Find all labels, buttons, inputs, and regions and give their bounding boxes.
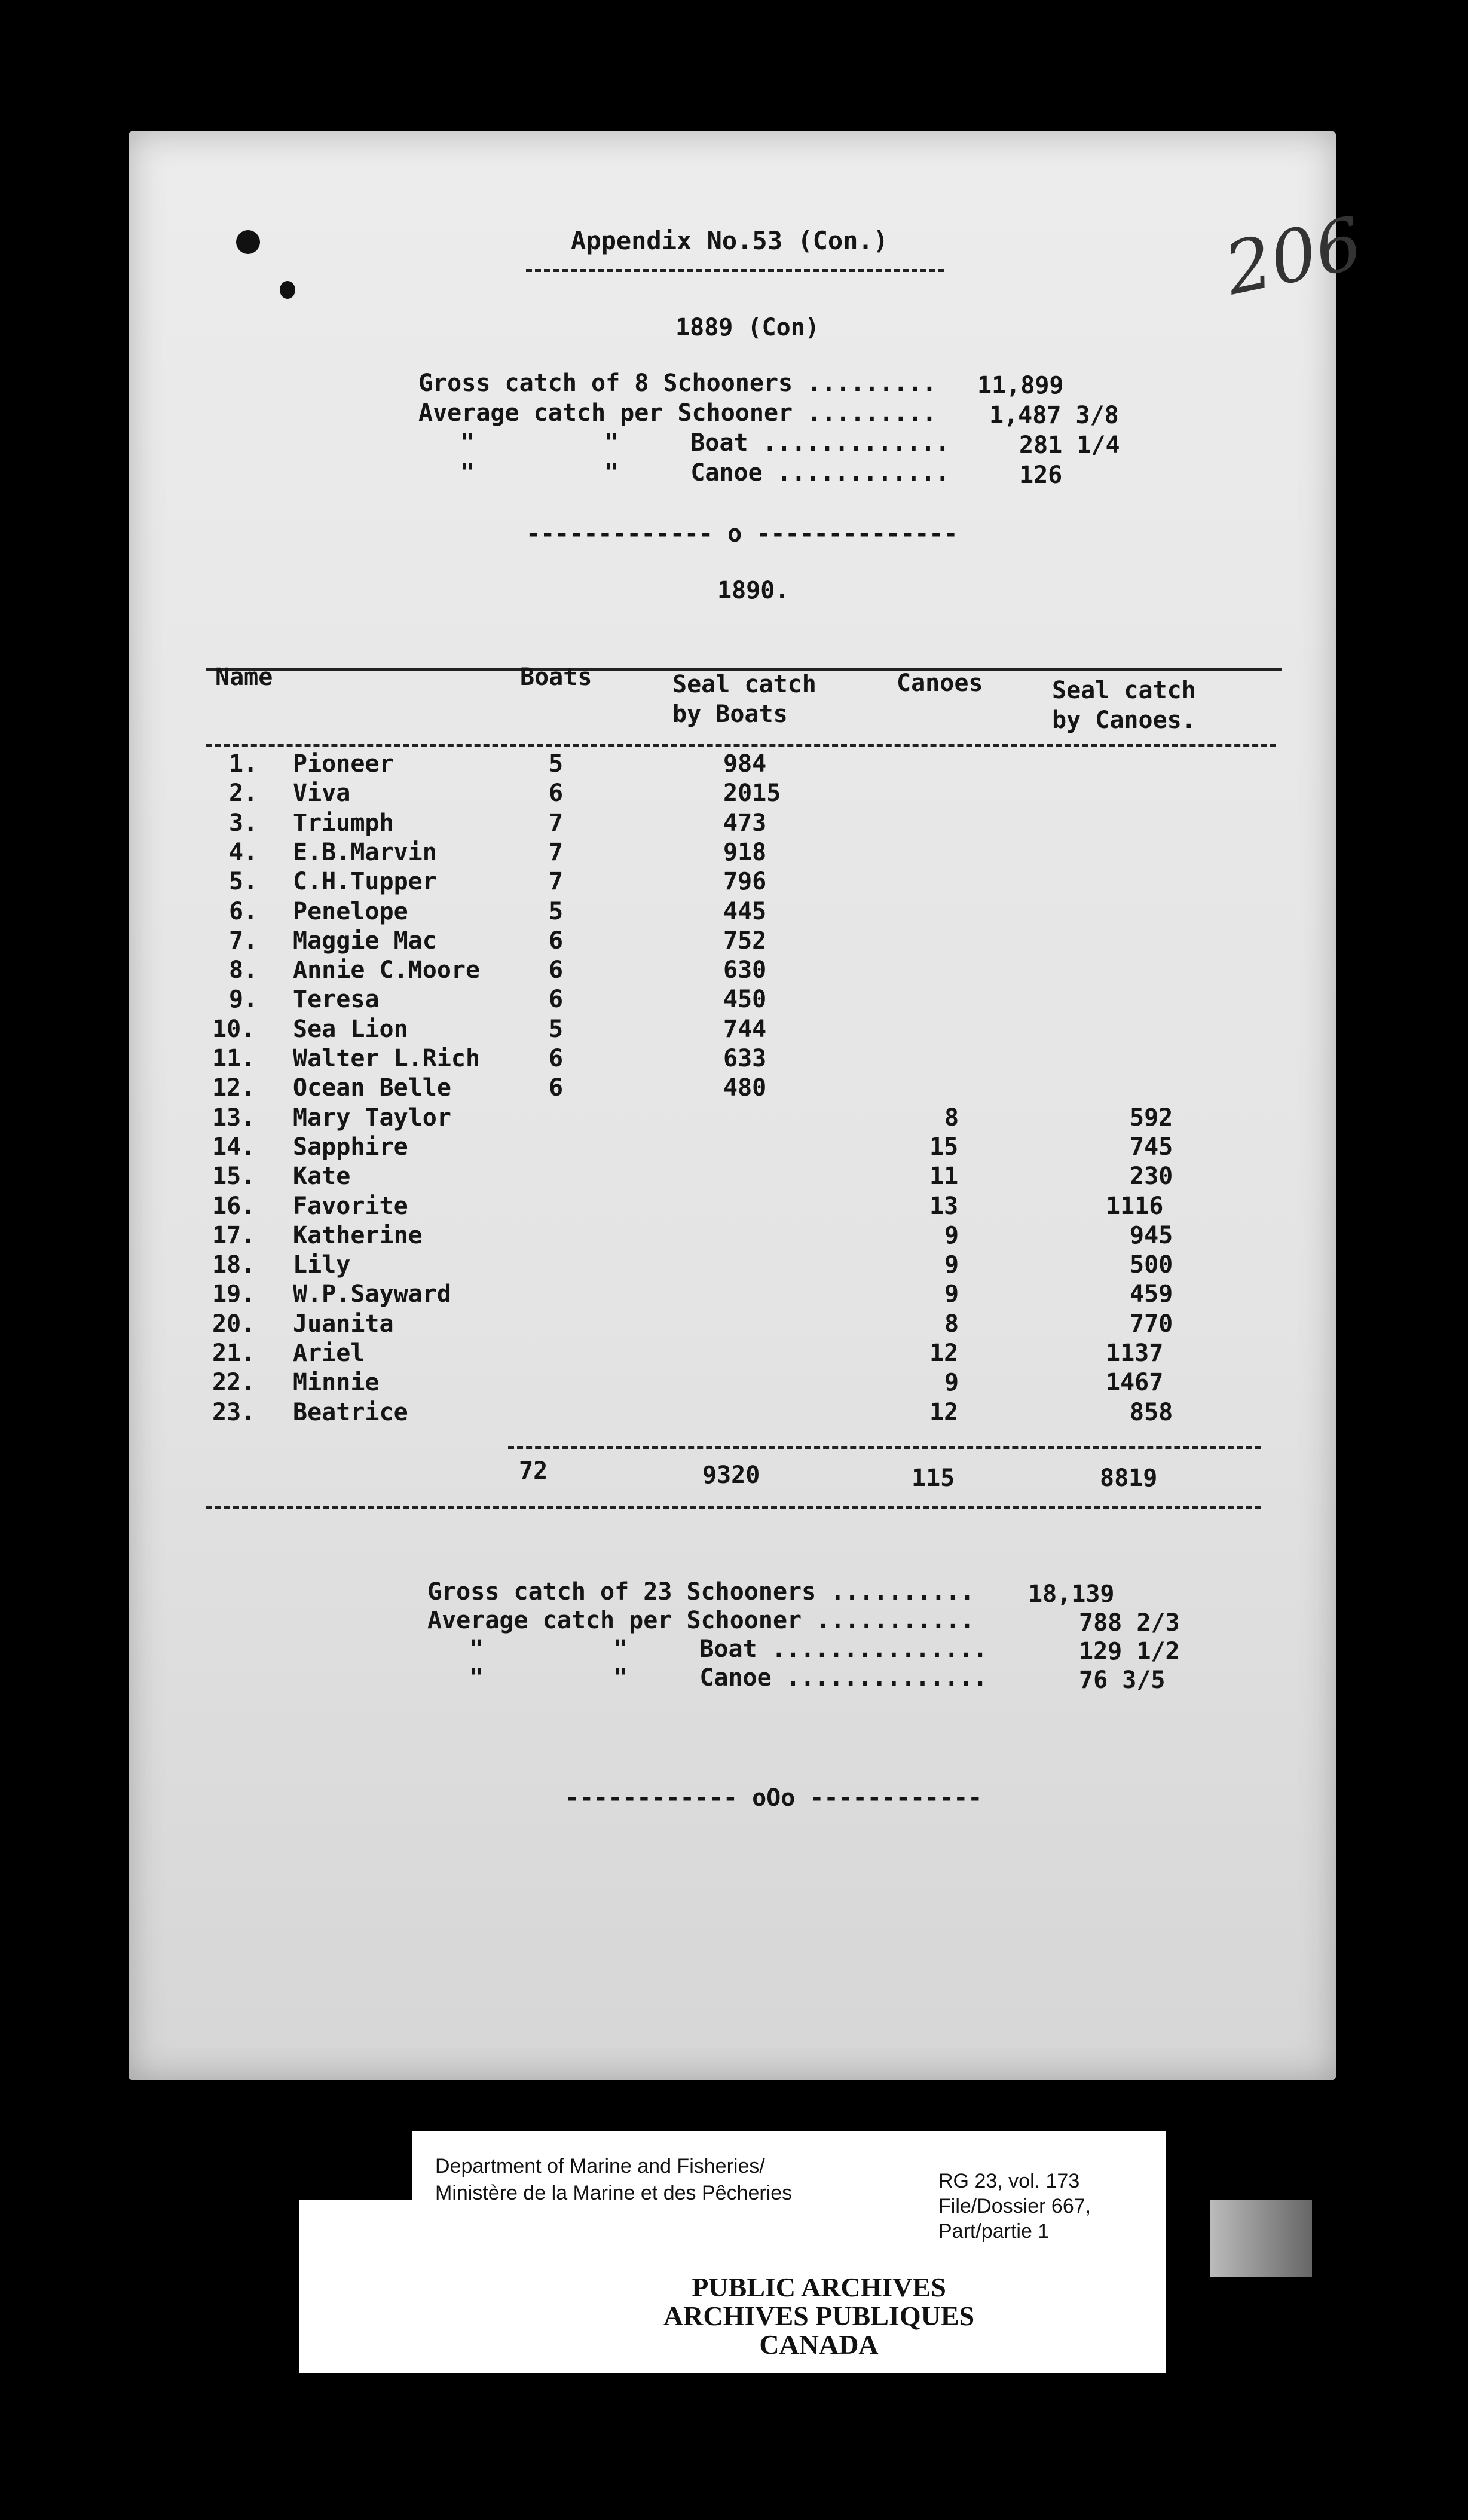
row-name: Sapphire [293,1133,408,1161]
row-canoe-catch: 592 [1130,1103,1173,1131]
row-number: 21. [212,1339,256,1367]
label-ref-file: File/Dossier 667, [938,2195,1091,2218]
row-number: 12. [212,1074,256,1102]
row-boat-catch: 2015 [723,779,781,808]
row-number: 11. [212,1045,256,1072]
row-boats: 6 [549,986,564,1014]
row-name: Katherine [293,1221,423,1249]
table-bottom-rule [206,1506,1261,1509]
summary-1889-value: 281 1/4 [1019,432,1120,459]
row-boat-catch: 752 [723,926,767,955]
row-canoe-catch: 1467 [1106,1369,1164,1397]
col-header-name: Name [215,663,273,691]
summary-1890-label: Gross catch of 23 Schooners .......... [427,1578,975,1605]
row-number: 3. [229,809,258,837]
row-name: Maggie Mac [293,926,437,955]
row-name: Walter L.Rich [293,1045,481,1072]
totals-rule [508,1446,1261,1449]
col-header-canoe-catch: Seal catch by Canoes. [1052,677,1196,734]
row-number: 17. [212,1221,256,1249]
row-boat-catch: 450 [723,986,767,1014]
ink-blot [280,281,295,299]
summary-1889-label: " " Boat ............. [460,429,950,457]
row-boats: 7 [549,838,564,866]
row-canoes: 9 [944,1369,959,1397]
row-canoes: 11 [929,1163,959,1191]
row-canoe-catch: 770 [1130,1310,1173,1338]
row-boat-catch: 480 [723,1074,767,1102]
row-name: W.P.Sayward [293,1280,451,1308]
row-name: Minnie [293,1369,380,1397]
row-name: Favorite [293,1192,408,1220]
row-name: Teresa [293,986,380,1014]
row-number: 19. [212,1280,256,1308]
row-canoe-catch: 1137 [1106,1339,1164,1367]
row-boats: 5 [549,897,564,925]
col-header-boats: Boats [520,663,592,691]
row-boat-catch: 796 [723,868,767,896]
row-canoe-catch: 459 [1130,1280,1173,1308]
row-boats: 7 [549,809,564,837]
row-number: 1. [229,750,258,778]
row-boat-catch: 918 [723,838,767,866]
row-name: C.H.Tupper [293,868,437,896]
summary-1889-value: 126 [1019,461,1063,489]
label-dept-en: Department of Marine and Fisheries/ [435,2155,765,2178]
row-name: Viva [293,779,351,808]
row-canoes: 8 [944,1310,959,1338]
row-name: Kate [293,1163,351,1191]
row-number: 15. [212,1163,256,1191]
row-number: 14. [212,1133,256,1161]
summary-1890-label: " " Canoe .............. [469,1664,987,1692]
row-name: Pioneer [293,750,394,778]
summary-1889-value: 1,487 3/8 [989,402,1119,429]
row-canoes: 13 [929,1192,959,1220]
row-boat-catch: 445 [723,897,767,925]
row-name: Sea Lion [293,1015,408,1043]
row-boats: 6 [549,926,564,955]
margin-note: 206 [1218,201,1369,312]
ink-blot [236,230,260,254]
row-boats: 6 [549,779,564,808]
row-boat-catch: 630 [723,956,767,984]
row-canoes: 8 [944,1103,959,1131]
summary-1890-label: Average catch per Schooner ........... [427,1607,975,1634]
row-canoe-catch: 858 [1130,1398,1173,1426]
col-header-canoes: Canoes [897,669,983,697]
archive-label-clip [1210,2200,1312,2277]
row-canoes: 12 [929,1339,959,1367]
row-canoes: 9 [944,1280,959,1308]
row-number: 2. [229,779,258,808]
total-canoe-catch: 8819 [1100,1464,1158,1492]
row-number: 18. [212,1251,256,1279]
title-underline [526,269,944,272]
row-canoe-catch: 230 [1130,1163,1173,1191]
row-number: 16. [212,1192,256,1220]
total-canoes: 115 [912,1464,955,1492]
row-boats: 6 [549,1074,564,1102]
year-1889-title: 1889 (Con) [675,314,819,341]
row-canoes: 15 [929,1133,959,1161]
label-title-country: CANADA [759,2329,879,2360]
label-ref-volume: RG 23, vol. 173 [938,2170,1080,2192]
row-name: Mary Taylor [293,1103,451,1131]
row-name: Penelope [293,897,408,925]
summary-1890-label: " " Boat ............... [469,1635,987,1663]
label-ref-part: Part/partie 1 [938,2220,1050,2243]
label-title-en: PUBLIC ARCHIVES [692,2272,946,2302]
col-header-boat-catch: Seal catch by Boats [672,671,816,728]
row-canoe-catch: 745 [1130,1133,1173,1161]
row-name: Lily [293,1251,351,1279]
label-title-fr: ARCHIVES PUBLIQUES [663,2301,975,2331]
summary-1889-label: Gross catch of 8 Schooners ......... [418,369,937,397]
row-canoe-catch: 1116 [1106,1192,1164,1220]
summary-1890-value: 788 2/3 [1079,1609,1180,1637]
row-number: 9. [229,986,258,1014]
row-canoes: 12 [929,1398,959,1426]
row-boats: 5 [549,750,564,778]
row-boats: 6 [549,1045,564,1072]
row-number: 23. [212,1398,256,1426]
label-dept-fr: Ministère de la Marine et des Pêcheries [435,2182,793,2204]
row-number: 13. [212,1103,256,1131]
row-number: 8. [229,956,258,984]
row-boat-catch: 633 [723,1045,767,1072]
row-name: E.B.Marvin [293,838,437,866]
row-number: 6. [229,897,258,925]
summary-1889-value: 11,899 [977,372,1064,399]
year-1890-title: 1890. [717,577,790,604]
row-name: Juanita [293,1310,394,1338]
row-canoes: 9 [944,1251,959,1279]
row-name: Annie C.Moore [293,956,481,984]
header-rule [206,744,1276,747]
row-name: Ocean Belle [293,1074,451,1102]
summary-1890-value: 129 1/2 [1079,1638,1180,1665]
row-number: 10. [212,1015,256,1043]
row-boat-catch: 744 [723,1015,767,1043]
row-boat-catch: 473 [723,809,767,837]
row-number: 20. [212,1310,256,1338]
row-canoe-catch: 500 [1130,1251,1173,1279]
summary-1890-value: 76 3/5 [1079,1666,1166,1694]
row-boats: 6 [549,956,564,984]
row-number: 4. [229,838,258,866]
end-divider: ------------ oOo ------------ [565,1784,983,1812]
row-boats: 5 [549,1015,564,1043]
summary-1890-value: 18,139 [1028,1580,1115,1608]
row-number: 5. [229,868,258,896]
row-name: Beatrice [293,1398,408,1426]
appendix-title: Appendix No.53 (Con.) [571,226,889,255]
row-canoes: 9 [944,1221,959,1249]
row-number: 7. [229,926,258,955]
divider-1889: ------------- o -------------- [526,520,958,548]
row-number: 22. [212,1369,256,1397]
row-name: Ariel [293,1339,365,1367]
row-name: Triumph [293,809,394,837]
row-canoe-catch: 945 [1130,1221,1173,1249]
total-boats: 72 [519,1457,548,1485]
row-boats: 7 [549,868,564,896]
total-boat-catch: 9320 [702,1461,760,1489]
summary-1889-label: Average catch per Schooner ......... [418,399,937,427]
summary-1889-label: " " Canoe ............ [460,459,950,487]
row-boat-catch: 984 [723,750,767,778]
